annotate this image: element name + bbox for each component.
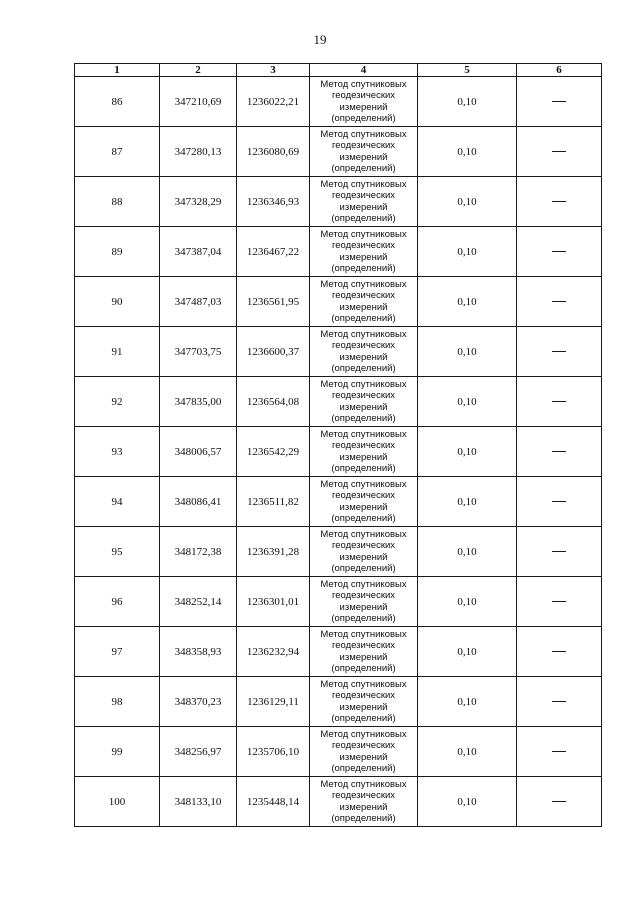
dash-cell: [517, 227, 602, 277]
method-text-line: геодезических: [331, 640, 396, 651]
method-text-line: (определений): [331, 463, 396, 474]
method-text-line: геодезических: [331, 140, 396, 151]
em-dash-mark: [552, 651, 566, 652]
method-text-line: Метод спутниковых: [320, 228, 407, 240]
dash-cell: [517, 777, 602, 827]
accuracy-cell: 0,10: [418, 427, 517, 477]
method-text-line: Метод спутниковых: [320, 178, 407, 190]
table-row: [75, 777, 602, 827]
dash-cell: [517, 377, 602, 427]
point-number-cell: 86: [75, 77, 160, 127]
em-dash-mark: [552, 701, 566, 702]
method-text-line: Метод спутниковых: [320, 728, 407, 740]
method-text-line: (определений): [331, 513, 396, 524]
accuracy-cell: 0,10: [418, 127, 517, 177]
method-text-line: геодезических: [331, 390, 396, 401]
method-text-line: (определений): [331, 213, 396, 224]
x-coordinate-cell: 347703,75: [160, 327, 237, 377]
table-row: [75, 477, 602, 527]
em-dash-mark: [552, 801, 566, 802]
method-text-line: Метод спутниковых: [320, 578, 407, 590]
em-dash-mark: [552, 151, 566, 152]
method-text-line: (определений): [331, 613, 396, 624]
y-coordinate-cell: 1235706,10: [237, 727, 310, 777]
em-dash-mark: [552, 251, 566, 252]
method-text-line: геодезических: [331, 540, 396, 551]
y-coordinate-cell: 1236511,82: [237, 477, 310, 527]
em-dash-mark: [552, 551, 566, 552]
em-dash-mark: [552, 201, 566, 202]
point-number-cell: 99: [75, 727, 160, 777]
point-number-cell: 95: [75, 527, 160, 577]
method-cell: [310, 777, 418, 827]
y-coordinate-cell: 1236301,01: [237, 577, 310, 627]
table-row: [75, 377, 602, 427]
y-coordinate-cell: 1236564,08: [237, 377, 310, 427]
method-text-line: Метод спутниковых: [320, 478, 407, 490]
method-text-line: Метод спутниковых: [320, 78, 407, 90]
x-coordinate-cell: 348086,41: [160, 477, 237, 527]
method-text-line: Метод спутниковых: [320, 778, 407, 790]
x-coordinate-cell: 348358,93: [160, 627, 237, 677]
em-dash-mark: [552, 501, 566, 502]
accuracy-cell: 0,10: [418, 777, 517, 827]
dash-cell: [517, 577, 602, 627]
y-coordinate-cell: 1236600,37: [237, 327, 310, 377]
dash-cell: [517, 327, 602, 377]
dash-cell: [517, 277, 602, 327]
method-text-line: измерений: [339, 451, 388, 463]
x-coordinate-cell: 348133,10: [160, 777, 237, 827]
method-text-line: (определений): [331, 563, 396, 574]
em-dash-mark: [552, 451, 566, 452]
x-coordinate-cell: 347835,00: [160, 377, 237, 427]
method-text-line: Метод спутниковых: [320, 528, 407, 540]
method-text-line: измерений: [339, 201, 388, 213]
method-text-line: измерений: [339, 151, 388, 163]
point-number-cell: 87: [75, 127, 160, 177]
em-dash-mark: [552, 301, 566, 302]
x-coordinate-cell: 347487,03: [160, 277, 237, 327]
method-cell: [310, 527, 418, 577]
method-cell: [310, 377, 418, 427]
dash-cell: [517, 527, 602, 577]
column-header-4: 4: [310, 64, 418, 77]
method-text-line: геодезических: [331, 440, 396, 451]
table-row: [75, 577, 602, 627]
method-text-line: измерений: [339, 551, 388, 563]
table-body: [75, 77, 602, 827]
point-number-cell: 100: [75, 777, 160, 827]
method-text-line: геодезических: [331, 490, 396, 501]
method-text-line: Метод спутниковых: [320, 328, 407, 340]
x-coordinate-cell: 347210,69: [160, 77, 237, 127]
method-text-line: геодезических: [331, 690, 396, 701]
dash-cell: [517, 427, 602, 477]
method-text-line: (определений): [331, 663, 396, 674]
x-coordinate-cell: 348006,57: [160, 427, 237, 477]
table-row: [75, 177, 602, 227]
point-number-cell: 98: [75, 677, 160, 727]
method-cell: [310, 177, 418, 227]
method-cell: [310, 427, 418, 477]
dash-cell: [517, 677, 602, 727]
method-text-line: (определений): [331, 713, 396, 724]
method-text-line: Метод спутниковых: [320, 628, 407, 640]
accuracy-cell: 0,10: [418, 627, 517, 677]
method-text-line: (определений): [331, 413, 396, 424]
accuracy-cell: 0,10: [418, 527, 517, 577]
method-cell: [310, 627, 418, 677]
method-text-line: (определений): [331, 313, 396, 324]
method-text-line: Метод спутниковых: [320, 428, 407, 440]
column-header-3: 3: [237, 64, 310, 77]
dash-cell: [517, 477, 602, 527]
x-coordinate-cell: 347280,13: [160, 127, 237, 177]
method-cell: [310, 127, 418, 177]
table-row: [75, 527, 602, 577]
accuracy-cell: 0,10: [418, 77, 517, 127]
table-header-row: [75, 64, 602, 77]
method-text-line: (определений): [331, 163, 396, 174]
y-coordinate-cell: 1236022,21: [237, 77, 310, 127]
accuracy-cell: 0,10: [418, 377, 517, 427]
method-text-line: геодезических: [331, 190, 396, 201]
method-text-line: геодезических: [331, 590, 396, 601]
method-cell: [310, 727, 418, 777]
method-text-line: измерений: [339, 101, 388, 113]
method-text-line: (определений): [331, 363, 396, 374]
column-header-1: 1: [75, 64, 160, 77]
method-cell: [310, 327, 418, 377]
dash-cell: [517, 77, 602, 127]
point-number-cell: 96: [75, 577, 160, 627]
method-text-line: Метод спутниковых: [320, 378, 407, 390]
method-text-line: геодезических: [331, 90, 396, 101]
accuracy-cell: 0,10: [418, 177, 517, 227]
method-cell: [310, 677, 418, 727]
page-number: 19: [313, 32, 327, 47]
point-number-cell: 89: [75, 227, 160, 277]
dash-cell: [517, 727, 602, 777]
table-row: [75, 727, 602, 777]
table-row: [75, 77, 602, 127]
em-dash-mark: [552, 601, 566, 602]
em-dash-mark: [552, 101, 566, 102]
method-text-line: измерений: [339, 301, 388, 313]
method-text-line: измерений: [339, 401, 388, 413]
method-text-line: Метод спутниковых: [320, 278, 407, 290]
em-dash-mark: [552, 401, 566, 402]
dash-cell: [517, 627, 602, 677]
dash-cell: [517, 127, 602, 177]
method-text-line: измерений: [339, 601, 388, 613]
accuracy-cell: 0,10: [418, 327, 517, 377]
y-coordinate-cell: 1236561,95: [237, 277, 310, 327]
column-header-2: 2: [160, 64, 237, 77]
table-row: [75, 277, 602, 327]
point-number-cell: 94: [75, 477, 160, 527]
x-coordinate-cell: 348370,23: [160, 677, 237, 727]
method-text-line: измерений: [339, 501, 388, 513]
method-text-line: измерений: [339, 751, 388, 763]
x-coordinate-cell: 348172,38: [160, 527, 237, 577]
method-cell: [310, 227, 418, 277]
accuracy-cell: 0,10: [418, 477, 517, 527]
y-coordinate-cell: 1236391,28: [237, 527, 310, 577]
x-coordinate-cell: 347328,29: [160, 177, 237, 227]
method-text-line: геодезических: [331, 790, 396, 801]
accuracy-cell: 0,10: [418, 227, 517, 277]
method-text-line: Метод спутниковых: [320, 128, 407, 140]
y-coordinate-cell: 1235448,14: [237, 777, 310, 827]
method-text-line: (определений): [331, 763, 396, 774]
y-coordinate-cell: 1236467,22: [237, 227, 310, 277]
method-text-line: (определений): [331, 263, 396, 274]
table-row: [75, 327, 602, 377]
x-coordinate-cell: 347387,04: [160, 227, 237, 277]
point-number-cell: 97: [75, 627, 160, 677]
method-text-line: измерений: [339, 701, 388, 713]
y-coordinate-cell: 1236346,93: [237, 177, 310, 227]
point-number-cell: 91: [75, 327, 160, 377]
column-header-6: 6: [517, 64, 602, 77]
method-text-line: измерений: [339, 251, 388, 263]
accuracy-cell: 0,10: [418, 677, 517, 727]
point-number-cell: 92: [75, 377, 160, 427]
y-coordinate-cell: 1236542,29: [237, 427, 310, 477]
em-dash-mark: [552, 751, 566, 752]
table-row: [75, 227, 602, 277]
table-row: [75, 627, 602, 677]
column-header-5: 5: [418, 64, 517, 77]
method-text-line: (определений): [331, 113, 396, 124]
table-row: [75, 677, 602, 727]
y-coordinate-cell: 1236232,94: [237, 627, 310, 677]
accuracy-cell: 0,10: [418, 727, 517, 777]
accuracy-cell: 0,10: [418, 577, 517, 627]
method-text-line: геодезических: [331, 340, 396, 351]
accuracy-cell: 0,10: [418, 277, 517, 327]
y-coordinate-cell: 1236129,11: [237, 677, 310, 727]
method-text-line: измерений: [339, 651, 388, 663]
method-cell: [310, 77, 418, 127]
point-number-cell: 93: [75, 427, 160, 477]
x-coordinate-cell: 348256,97: [160, 727, 237, 777]
coordinates-table: [74, 63, 602, 827]
method-cell: [310, 577, 418, 627]
table-row: [75, 427, 602, 477]
method-text-line: измерений: [339, 351, 388, 363]
method-text-line: Метод спутниковых: [320, 678, 407, 690]
method-text-line: измерений: [339, 801, 388, 813]
dash-cell: [517, 177, 602, 227]
table-row: [75, 127, 602, 177]
method-text-line: геодезических: [331, 240, 396, 251]
method-cell: [310, 477, 418, 527]
method-text-line: геодезических: [331, 290, 396, 301]
y-coordinate-cell: 1236080,69: [237, 127, 310, 177]
point-number-cell: 88: [75, 177, 160, 227]
point-number-cell: 90: [75, 277, 160, 327]
method-text-line: (определений): [331, 813, 396, 824]
method-cell: [310, 277, 418, 327]
em-dash-mark: [552, 351, 566, 352]
method-text-line: геодезических: [331, 740, 396, 751]
x-coordinate-cell: 348252,14: [160, 577, 237, 627]
